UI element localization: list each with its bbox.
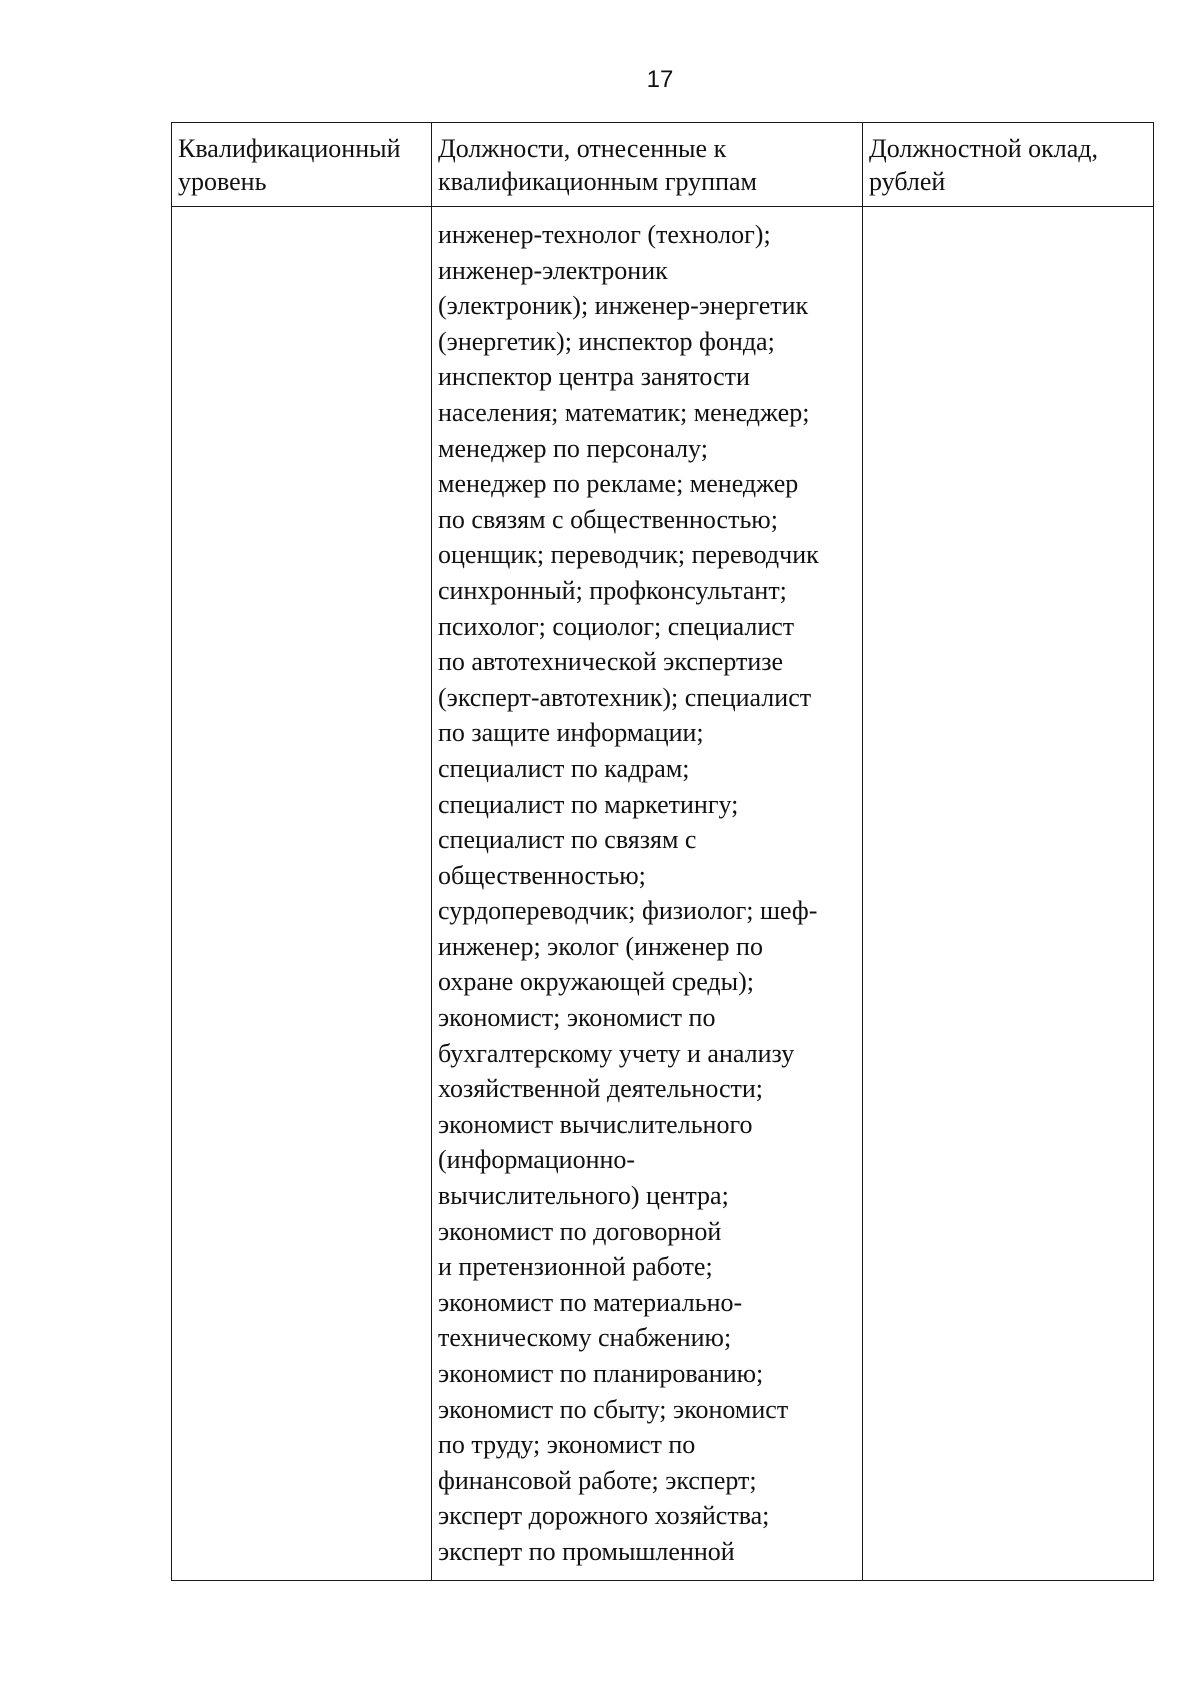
position-line: сурдопереводчик; физиолог; шеф- [438, 896, 818, 926]
position-line: эксперт дорожного хозяйства; [438, 1501, 770, 1531]
table-header [172, 123, 1154, 207]
header-salary: Должностной оклад, рублей [863, 123, 1154, 207]
position-line: (эксперт-автотехник); специалист [438, 682, 812, 712]
position-line: вычислительного) центра; [438, 1181, 729, 1211]
position-line: по связям с общественностью; [438, 504, 778, 534]
positions-list [438, 217, 856, 1570]
position-line: по защите информации; [438, 718, 704, 748]
cell-positions [432, 207, 863, 1581]
position-line: инспектор центра занятости [438, 362, 750, 392]
position-line: экономист по планированию; [438, 1359, 764, 1388]
position-line: по труду; экономист по [438, 1430, 696, 1460]
page-number: 17 [646, 66, 674, 93]
position-line: специалист по связям с [438, 825, 697, 855]
position-line: менеджер по персоналу; [438, 433, 708, 463]
position-line: и претензионной работе; [438, 1252, 713, 1282]
position-line: психолог; социолог; специалист [438, 611, 795, 641]
position-line: инженер-электроник [438, 255, 668, 285]
position-line: финансовой работе; эксперт; [438, 1465, 757, 1495]
header-positions: Должности, отнесенные к квалификационным группам [432, 123, 863, 207]
position-line: техническому снабжению; [438, 1323, 732, 1353]
position-line: оценщик; переводчик; переводчик [438, 540, 819, 570]
position-line: (информационно- [438, 1145, 636, 1175]
position-line: экономист по сбыту; экономист [438, 1394, 789, 1424]
position-line: (энергетик); инспектор фонда; [438, 326, 775, 356]
cell-qualification-level [172, 207, 432, 1581]
position-line: эксперт по промышленной [438, 1536, 735, 1566]
position-line: специалист по маркетингу; [438, 789, 739, 819]
position-line: по автотехнической экспертизе [438, 647, 784, 677]
position-line: синхронный; профконсультант; [438, 575, 787, 605]
position-line: специалист по кадрам; [438, 753, 690, 783]
table-row [172, 207, 1154, 1581]
position-line: бухгалтерскому учету и анализу [438, 1038, 795, 1068]
header-row [172, 123, 1154, 207]
position-line: охране окружающей среды); [438, 967, 755, 997]
positions-table [171, 122, 1154, 1581]
position-line: экономист по договорной [438, 1216, 722, 1246]
position-line: экономист; экономист по [438, 1003, 716, 1033]
header-qualification-level: Квалификационный уровень [172, 123, 432, 207]
position-line: экономист по материально- [438, 1287, 743, 1317]
position-line: инженер-технолог (технолог); [438, 220, 771, 249]
position-line: экономист вычислительного [438, 1109, 753, 1139]
position-line: населения; математик; менеджер; [438, 397, 810, 427]
position-line: (электроник); инженер-энергетик [438, 291, 809, 321]
position-line: инженер; эколог (инженер по [438, 931, 763, 961]
position-line: общественностью; [438, 860, 646, 890]
table-body [172, 207, 1154, 1581]
qualification-table [171, 122, 1153, 1581]
position-line: хозяйственной деятельности; [438, 1074, 764, 1104]
cell-salary [863, 207, 1154, 1581]
position-line: менеджер по рекламе; менеджер [438, 469, 799, 499]
